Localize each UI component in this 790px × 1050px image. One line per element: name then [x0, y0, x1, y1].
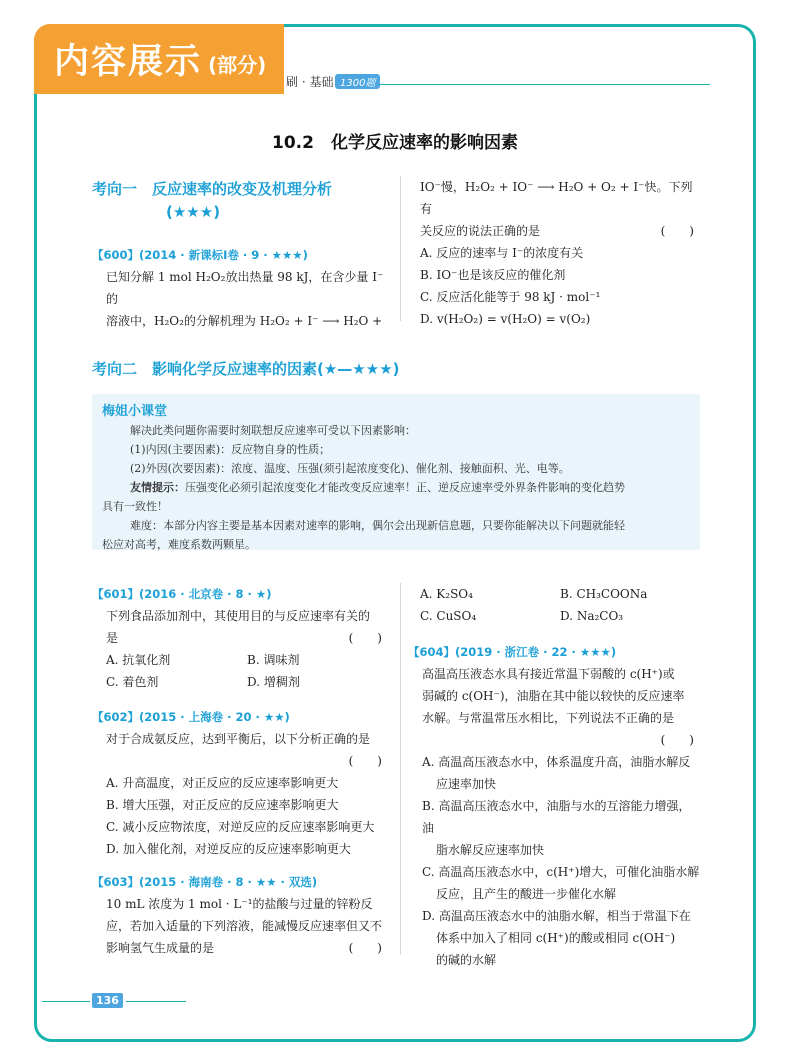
question-tag: 【604】(2019 · 浙江卷 · 22 · ★★★) [408, 645, 617, 659]
answer-paren: ( ) [348, 631, 382, 645]
answer-paren: ( ) [660, 224, 694, 238]
question-text: 高温高压液态水具有接近常温下弱酸的 c(H⁺)或 [422, 667, 675, 681]
question-603 [92, 871, 388, 959]
tips-line: 解决此类问题你需要时刻联想反应速率可受以下因素影响： [130, 424, 416, 437]
header-series: 刷 · 基础 [286, 75, 334, 89]
option-d: D. v(H₂O₂) = v(H₂O) = v(O₂) [420, 312, 591, 326]
header-badge: 1300题 [335, 74, 380, 89]
answer-paren: ( ) [348, 941, 382, 955]
question-text: 10 mL 浓度为 1 mol · L⁻¹的盐酸与过量的锌粉反 [106, 897, 373, 911]
option-c: C. CuSO₄ [420, 609, 477, 623]
tips-line: (1)内因(主要因素)：反应物自身的性质； [130, 443, 331, 456]
option-a: A. K₂SO₄ [420, 587, 473, 601]
option-d: D. 增稠剂 [247, 675, 300, 689]
question-text: 水解。与常温常压水相比，下列说法不正确的是 [422, 711, 675, 725]
tips-line: 具有一致性！ [102, 500, 168, 513]
question-602 [92, 706, 388, 860]
column-divider [400, 583, 401, 955]
option-b-cont: 脂水解反应速率加快 [436, 843, 545, 857]
option-a-cont: 应速率加快 [436, 777, 497, 791]
page-title: 10.2 化学反应速率的影响因素 [272, 133, 518, 153]
footer-rule-left [42, 1001, 90, 1002]
option-a: A. 抗氧化剂 [106, 653, 171, 667]
section-heading-1-line1: 考向一 反应速率的改变及机理分析 [92, 180, 333, 198]
tips-line: (2)外因(次要因素)：浓度、温度、压强(须引起浓度变化)、催化剂、接触面积、光、电等。 [130, 462, 570, 475]
page-number: 136 [92, 993, 123, 1008]
question-tag: 【600】(2014 · 新课标Ⅰ卷 · 9 · ★★★) [92, 248, 308, 262]
question-text: 下列食品添加剂中，其使用目的与反应速率有关的 [106, 609, 371, 623]
option-d: D. Na₂CO₃ [560, 609, 624, 623]
question-text: IO⁻慢，H₂O₂ + IO⁻ ⟶ H₂O + O₂ + I⁻快。下列有 [420, 180, 693, 216]
question-tag: 【603】(2015 · 海南卷 · 8 · ★★ · 双选) [92, 875, 318, 889]
option-d: D. 高温高压液态水中的油脂水解，相当于常温下在 [422, 909, 691, 923]
question-604 [408, 641, 700, 971]
question-600 [92, 244, 392, 332]
option-b: B. IO⁻也是该反应的催化剂 [420, 268, 566, 282]
section-heading-1-line2: (★★★) [166, 203, 221, 221]
question-603-options [420, 583, 700, 627]
option-a: A. 反应的速率与 I⁻的浓度有关 [420, 246, 584, 260]
answer-paren: ( ) [660, 733, 694, 747]
footer-rule-right [126, 1001, 186, 1002]
question-text: 溶液中，H₂O₂的分解机理为 H₂O₂ + I⁻ ⟶ H₂O + [106, 314, 383, 328]
option-c: C. 着色剂 [106, 675, 159, 689]
tips-line: 松应对高考，难度系数两颗星。 [102, 538, 256, 551]
option-c: C. 反应活化能等于 98 kJ · mol⁻¹ [420, 290, 601, 304]
option-c-cont: 反应，且产生的酸进一步催化水解 [436, 887, 617, 901]
banner-title: 内容展示 [54, 42, 203, 82]
question-600-continued [420, 176, 700, 330]
section-heading-1 [92, 178, 332, 221]
option-c: C. 减小反应物浓度，对逆反应的反应速率影响更大 [106, 820, 375, 834]
tips-line: 难度：本部分内容主要是基本因素对速率的影响，偶尔会出现新信息题，只要你能解决以下问题就能轻 [130, 519, 625, 532]
option-b: B. 增大压强，对正反应的反应速率影响更大 [106, 798, 339, 812]
question-text: 已知分解 1 mol H₂O₂放出热量 98 kJ，在含少量 I⁻的 [106, 270, 384, 306]
option-d-cont: 的碱的水解 [436, 953, 497, 967]
question-tag: 【602】(2015 · 上海卷 · 20 · ★★) [92, 710, 290, 724]
question-text: 影响氢气生成量的是 [106, 941, 215, 955]
option-d-cont: 体系中加入了相同 c(H⁺)的酸或相同 c(OH⁻) [436, 931, 676, 945]
tips-bold-label: 友情提示： [130, 481, 185, 494]
answer-paren: ( ) [348, 754, 382, 768]
tips-line: 压强变化必须引起浓度变化才能改变反应速率！正、逆反应速率受外界条件影响的变化趋势 [185, 481, 625, 494]
header-rule [380, 84, 710, 85]
question-text: 是 [106, 631, 119, 645]
question-text: 应，若加入适量的下列溶液，能减慢反应速率但又不 [106, 919, 383, 933]
option-b: B. 高温高压液态水中，油脂与水的互溶能力增强，油 [422, 799, 691, 835]
question-tag: 【601】(2016 · 北京卷 · 8 · ★) [92, 587, 272, 601]
section-heading-2: 考向二 影响化学反应速率的因素(★—★★★) [92, 360, 400, 378]
option-b: B. 调味剂 [247, 653, 300, 667]
option-d: D. 加入催化剂，对逆反应的反应速率影响更大 [106, 842, 351, 856]
question-text: 对于合成氨反应，达到平衡后，以下分析正确的是 [106, 732, 371, 746]
column-divider [400, 176, 401, 321]
option-a: A. 升高温度，对正反应的反应速率影响更大 [106, 776, 339, 790]
option-a: A. 高温高压液态水中，体系温度升高，油脂水解反 [422, 755, 691, 769]
tips-title: 梅姐小课堂 [102, 404, 168, 419]
question-text: 关反应的说法正确的是 [420, 224, 541, 238]
option-c: C. 高温高压液态水中，c(H⁺)增大，可催化油脂水解 [422, 865, 700, 879]
option-b: B. CH₃COONa [560, 587, 648, 601]
question-601 [92, 583, 388, 693]
content-banner [34, 24, 284, 94]
question-text: 弱碱的 c(OH⁻)，油脂在其中能以较快的反应速率 [422, 689, 685, 703]
banner-subtitle: (部分) [208, 52, 267, 77]
tips-box [92, 394, 700, 550]
